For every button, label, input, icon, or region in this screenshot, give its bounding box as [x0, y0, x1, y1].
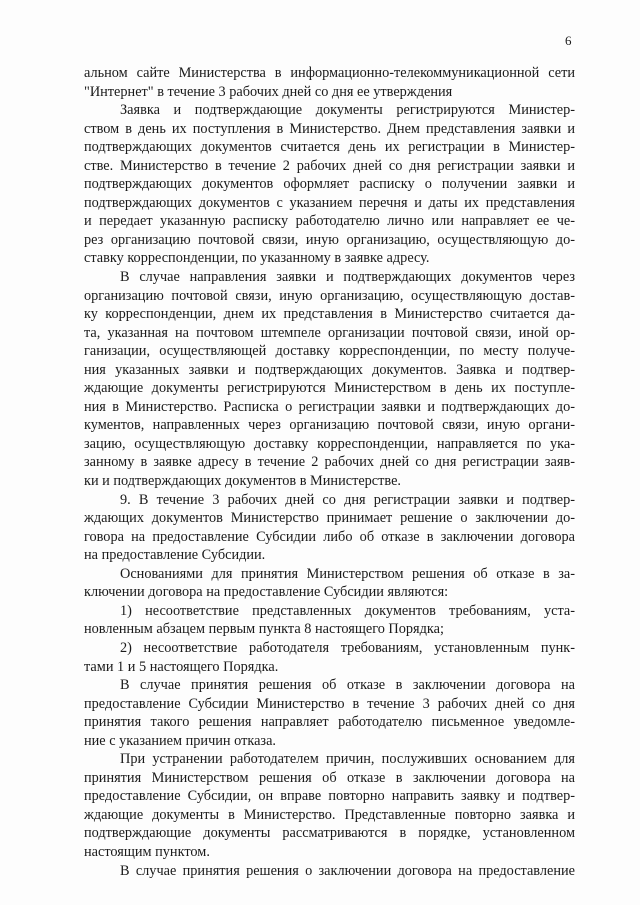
text-line: подтверждающих документов оформляет расписку о получении заявки и [84, 176, 575, 193]
text-line: кументов, направленных через организацию почтовой связи, иную органи- [84, 417, 575, 434]
text-line: подтверждающих документов считается день их регистрации в Министер- [84, 139, 575, 156]
text-line: принятия Министерством решения об отказе в заключении договора на [84, 769, 575, 786]
text-line: подтверждающих документов с указанием перечня и даты их представления [84, 194, 575, 211]
text-line: говора на предоставление Субсидии либо об отказе в заключении договора [84, 528, 575, 545]
page-number: 6 [565, 33, 572, 48]
text-line: предоставление Субсидии Министерство в течение 3 рабочих дней со дня [84, 695, 575, 712]
text-line: При устранении работодателем причин, послуживших основанием для [120, 751, 575, 768]
text-line: В случае принятия решения о заключении договора на предоставление [120, 862, 575, 879]
text-line: и передает указанную расписку работодателю лично или направляет ее че- [84, 213, 575, 230]
text-line: принятия такого решения направляет работодателю письменное уведомле- [84, 714, 575, 731]
text-line: на предоставление Субсидии. [84, 547, 266, 564]
text-line: 9. В течение 3 рабочих дней со дня регистрации заявки и подтвер- [120, 491, 575, 508]
text-line: тами 1 и 5 настоящего Порядка. [84, 658, 279, 675]
body-text [84, 64, 575, 880]
text-line: В случае принятия решения об отказе в заключении договора на [120, 677, 575, 694]
text-line: ством в день их поступления в Министерство. Днем представления заявки и [84, 120, 575, 137]
text-line: занному в заявке адресу в течение 2 рабочих дней со дня регистрации заяв- [84, 454, 575, 471]
text-line: ния указанных заявки и подтверждающих документов. Заявка и подтвер- [84, 361, 575, 378]
text-line: 2) несоответствие работодателя требованиям, установленным пунк- [120, 639, 575, 656]
text-line: ждающие документы в Министерство. Представленные повторно заявка и [84, 806, 575, 823]
text-line: ние с указанием причин отказа. [84, 732, 276, 749]
text-line: ки и подтверждающих документов в Министерстве. [84, 473, 401, 490]
text-line: ния в Министерство. Расписка о регистрации заявки и подтверждающих до- [84, 398, 575, 415]
text-line: организацию почтовой связи, иную организацию, осуществляющую достав- [84, 287, 575, 304]
text-line: ждающие документы регистрируются Министерством в день их поступле- [84, 380, 575, 397]
text-line: "Интернет" в течение 3 рабочих дней со дня ее утверждения [84, 83, 453, 100]
text-line: зацию, осуществляющую доставку корреспонденции, направляется по ука- [84, 435, 575, 452]
text-line: настоящим пунктом. [84, 843, 210, 860]
text-line: ку корреспонденции, днем их представления в Министерство считается да- [84, 306, 575, 323]
text-line: стве. Министерство в течение 2 рабочих дней со дня регистрации заявки и [84, 157, 575, 174]
text-line: подтверждающие документы рассматриваются в порядке, установленном [84, 825, 575, 842]
text-line: ждающих документов Министерство принимает решение о заключении до- [84, 510, 575, 527]
text-line: предоставление Субсидии, он вправе повторно направить заявку и подтвер- [84, 788, 575, 805]
text-line: Основаниями для принятия Министерством решения об отказе в за- [120, 565, 575, 582]
text-line: рез организацию почтовой связи, иную организацию, осуществляющую до- [84, 231, 575, 248]
text-line: та, указанная на почтовом штемпеле организации почтовой связи, иной ор- [84, 324, 575, 341]
text-line: 1) несоответствие представленных документов требованиям, уста- [120, 602, 575, 619]
text-line: новленным абзацем первым пункта 8 настоящего Порядка; [84, 621, 444, 638]
text-line: альном сайте Министерства в информационно-телекоммуникационной сети [84, 65, 575, 81]
text-line: В случае направления заявки и подтверждающих документов через [120, 269, 575, 286]
text-line: Заявка и подтверждающие документы регистрируются Министер- [120, 102, 575, 119]
text-line: ставку корреспонденции, по указанному в заявке адресу. [84, 250, 430, 267]
text-line: ключении договора на предоставление Субсидии являются: [84, 584, 449, 601]
text-line: ганизации, осуществляющей доставку корреспонденции, по месту получе- [84, 343, 575, 360]
